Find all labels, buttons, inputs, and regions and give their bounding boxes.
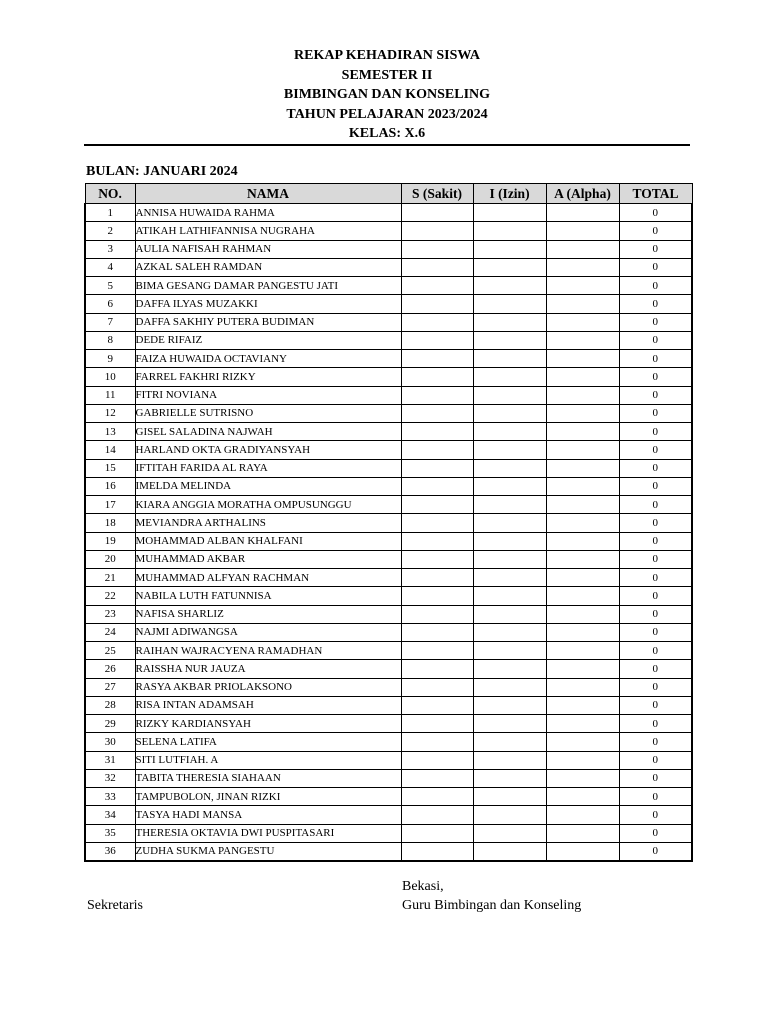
table-row xyxy=(85,733,692,751)
permission-count-cell xyxy=(473,532,546,550)
student-name-cell: FITRI NOVIANA xyxy=(135,386,401,404)
sick-count-cell xyxy=(401,733,473,751)
permission-count-cell xyxy=(473,806,546,824)
student-name-cell: SELENA LATIFA xyxy=(135,733,401,751)
absent-count-cell xyxy=(546,404,619,422)
permission-count-cell xyxy=(473,587,546,605)
permission-count-cell xyxy=(473,715,546,733)
signature-place: Bekasi, xyxy=(402,879,444,894)
total-count-cell: 0 xyxy=(619,313,692,331)
total-count-cell: 0 xyxy=(619,605,692,623)
total-count-cell: 0 xyxy=(619,514,692,532)
permission-count-cell xyxy=(473,842,546,860)
student-name-cell: ATIKAH LATHIFANNISA NUGRAHA xyxy=(135,222,401,240)
row-number-cell: 28 xyxy=(85,696,135,714)
sick-count-cell xyxy=(401,623,473,641)
student-name-cell: FARREL FAKHRI RIZKY xyxy=(135,368,401,386)
permission-count-cell xyxy=(473,258,546,276)
absent-count-cell xyxy=(546,258,619,276)
student-name-cell: IFTITAH FARIDA AL RAYA xyxy=(135,459,401,477)
table-row xyxy=(85,623,692,641)
permission-count-cell xyxy=(473,660,546,678)
table-row xyxy=(85,313,692,331)
absent-count-cell xyxy=(546,824,619,842)
student-name-cell: ANNISA HUWAIDA RAHMA xyxy=(135,204,401,222)
table-row xyxy=(85,423,692,441)
title-line: TAHUN PELAJARAN 2023/2024 xyxy=(286,106,488,122)
student-name-cell: RISA INTAN ADAMSAH xyxy=(135,696,401,714)
sick-count-cell xyxy=(401,824,473,842)
table-row xyxy=(85,386,692,404)
absent-count-cell xyxy=(546,368,619,386)
row-number-cell: 5 xyxy=(85,277,135,295)
absent-count-cell xyxy=(546,514,619,532)
permission-count-cell xyxy=(473,350,546,368)
permission-count-cell xyxy=(473,386,546,404)
table-row xyxy=(85,550,692,568)
row-number-cell: 34 xyxy=(85,806,135,824)
permission-count-cell xyxy=(473,404,546,422)
student-name-cell: MEVIANDRA ARTHALINS xyxy=(135,514,401,532)
student-name-cell: KIARA ANGGIA MORATHA OMPUSUNGGU xyxy=(135,496,401,514)
permission-count-cell xyxy=(473,550,546,568)
total-count-cell: 0 xyxy=(619,824,692,842)
sick-count-cell xyxy=(401,642,473,660)
row-number-cell: 23 xyxy=(85,605,135,623)
table-row xyxy=(85,806,692,824)
sick-count-cell xyxy=(401,404,473,422)
header-divider xyxy=(84,144,690,146)
student-name-cell: DAFFA SAKHIY PUTERA BUDIMAN xyxy=(135,313,401,331)
student-name-cell: ZUDHA SUKMA PANGESTU xyxy=(135,842,401,860)
table-row xyxy=(85,696,692,714)
permission-count-cell xyxy=(473,459,546,477)
table-row xyxy=(85,605,692,623)
absent-count-cell xyxy=(546,788,619,806)
table-row xyxy=(85,642,692,660)
absent-count-cell xyxy=(546,331,619,349)
permission-count-cell xyxy=(473,623,546,641)
table-row xyxy=(85,404,692,422)
sick-count-cell xyxy=(401,368,473,386)
row-number-cell: 25 xyxy=(85,642,135,660)
absent-count-cell xyxy=(546,496,619,514)
sick-count-cell xyxy=(401,496,473,514)
table-row xyxy=(85,751,692,769)
signature-secretary-title: Sekretaris xyxy=(87,898,143,913)
absent-count-cell xyxy=(546,204,619,222)
table-header-row xyxy=(85,184,692,204)
table-row xyxy=(85,368,692,386)
sick-count-cell xyxy=(401,423,473,441)
student-name-cell: RAISSHA NUR JAUZA xyxy=(135,660,401,678)
total-count-cell: 0 xyxy=(619,660,692,678)
sick-count-cell xyxy=(401,532,473,550)
sick-count-cell xyxy=(401,477,473,495)
document-title-block xyxy=(0,46,768,144)
row-number-cell: 6 xyxy=(85,295,135,313)
total-count-cell: 0 xyxy=(619,769,692,787)
absent-count-cell xyxy=(546,660,619,678)
table-row xyxy=(85,569,692,587)
absent-count-cell xyxy=(546,642,619,660)
column-header-total: TOTAL xyxy=(619,184,692,204)
table-row xyxy=(85,295,692,313)
sick-count-cell xyxy=(401,660,473,678)
sick-count-cell xyxy=(401,569,473,587)
table-row xyxy=(85,715,692,733)
total-count-cell: 0 xyxy=(619,623,692,641)
absent-count-cell xyxy=(546,222,619,240)
permission-count-cell xyxy=(473,295,546,313)
table-row xyxy=(85,514,692,532)
row-number-cell: 18 xyxy=(85,514,135,532)
table-row xyxy=(85,477,692,495)
sick-count-cell xyxy=(401,313,473,331)
row-number-cell: 2 xyxy=(85,222,135,240)
title-line: REKAP KEHADIRAN SISWA xyxy=(294,48,480,63)
permission-count-cell xyxy=(473,441,546,459)
total-count-cell: 0 xyxy=(619,788,692,806)
sick-count-cell xyxy=(401,605,473,623)
absent-count-cell xyxy=(546,277,619,295)
title-line: SEMESTER II xyxy=(341,67,433,83)
permission-count-cell xyxy=(473,277,546,295)
permission-count-cell xyxy=(473,751,546,769)
table-row xyxy=(85,678,692,696)
signature-counselor-title: Guru Bimbingan dan Konseling xyxy=(402,898,582,913)
permission-count-cell xyxy=(473,678,546,696)
student-name-cell: DAFFA ILYAS MUZAKKI xyxy=(135,295,401,313)
student-name-cell: RAIHAN WAJRACYENA RAMADHAN xyxy=(135,642,401,660)
column-header-name: NAMA xyxy=(135,184,401,204)
row-number-cell: 16 xyxy=(85,477,135,495)
table-row xyxy=(85,824,692,842)
absent-count-cell xyxy=(546,423,619,441)
sick-count-cell xyxy=(401,295,473,313)
total-count-cell: 0 xyxy=(619,642,692,660)
sick-count-cell xyxy=(401,331,473,349)
student-name-cell: TASYA HADI MANSA xyxy=(135,806,401,824)
absent-count-cell xyxy=(546,605,619,623)
absent-count-cell xyxy=(546,769,619,787)
row-number-cell: 7 xyxy=(85,313,135,331)
student-name-cell: GABRIELLE SUTRISNO xyxy=(135,404,401,422)
total-count-cell: 0 xyxy=(619,587,692,605)
row-number-cell: 32 xyxy=(85,769,135,787)
row-number-cell: 35 xyxy=(85,824,135,842)
row-number-cell: 15 xyxy=(85,459,135,477)
table-row xyxy=(85,532,692,550)
total-count-cell: 0 xyxy=(619,423,692,441)
sick-count-cell xyxy=(401,386,473,404)
absent-count-cell xyxy=(546,532,619,550)
table-row xyxy=(85,788,692,806)
total-count-cell: 0 xyxy=(619,477,692,495)
total-count-cell: 0 xyxy=(619,386,692,404)
permission-count-cell xyxy=(473,605,546,623)
row-number-cell: 22 xyxy=(85,587,135,605)
table-row xyxy=(85,277,692,295)
total-count-cell: 0 xyxy=(619,532,692,550)
table-row xyxy=(85,459,692,477)
total-count-cell: 0 xyxy=(619,404,692,422)
permission-count-cell xyxy=(473,222,546,240)
absent-count-cell xyxy=(546,550,619,568)
absent-count-cell xyxy=(546,313,619,331)
column-header-absent: A (Alpha) xyxy=(546,184,619,204)
absent-count-cell xyxy=(546,587,619,605)
sick-count-cell xyxy=(401,258,473,276)
absent-count-cell xyxy=(546,386,619,404)
student-name-cell: MUHAMMAD ALFYAN RACHMAN xyxy=(135,569,401,587)
row-number-cell: 3 xyxy=(85,240,135,258)
permission-count-cell xyxy=(473,824,546,842)
sick-count-cell xyxy=(401,806,473,824)
permission-count-cell xyxy=(473,642,546,660)
student-name-cell: AZKAL SALEH RAMDAN xyxy=(135,258,401,276)
absent-count-cell xyxy=(546,569,619,587)
column-header-sick: S (Sakit) xyxy=(401,184,473,204)
table-row xyxy=(85,441,692,459)
table-row xyxy=(85,258,692,276)
student-name-cell: RASYA AKBAR PRIOLAKSONO xyxy=(135,678,401,696)
column-header-permission: I (Izin) xyxy=(473,184,546,204)
student-name-cell: FAIZA HUWAIDA OCTAVIANY xyxy=(135,350,401,368)
absent-count-cell xyxy=(546,441,619,459)
permission-count-cell xyxy=(473,569,546,587)
attendance-table-body xyxy=(85,204,692,861)
absent-count-cell xyxy=(546,623,619,641)
permission-count-cell xyxy=(473,204,546,222)
total-count-cell: 0 xyxy=(619,842,692,860)
total-count-cell: 0 xyxy=(619,678,692,696)
total-count-cell: 0 xyxy=(619,441,692,459)
row-number-cell: 14 xyxy=(85,441,135,459)
table-row xyxy=(85,496,692,514)
student-name-cell: SITI LUTFIAH. A xyxy=(135,751,401,769)
total-count-cell: 0 xyxy=(619,204,692,222)
permission-count-cell xyxy=(473,733,546,751)
sick-count-cell xyxy=(401,459,473,477)
sick-count-cell xyxy=(401,240,473,258)
row-number-cell: 30 xyxy=(85,733,135,751)
total-count-cell: 0 xyxy=(619,696,692,714)
absent-count-cell xyxy=(546,240,619,258)
table-row xyxy=(85,587,692,605)
student-name-cell: DEDE RIFAIZ xyxy=(135,331,401,349)
row-number-cell: 20 xyxy=(85,550,135,568)
row-number-cell: 9 xyxy=(85,350,135,368)
sick-count-cell xyxy=(401,277,473,295)
student-name-cell: RIZKY KARDIANSYAH xyxy=(135,715,401,733)
column-header-no: NO. xyxy=(85,184,135,204)
row-number-cell: 4 xyxy=(85,258,135,276)
sick-count-cell xyxy=(401,842,473,860)
sick-count-cell xyxy=(401,788,473,806)
table-row xyxy=(85,222,692,240)
total-count-cell: 0 xyxy=(619,295,692,313)
month-label: BULAN: JANUARI 2024 xyxy=(86,164,238,179)
row-number-cell: 27 xyxy=(85,678,135,696)
total-count-cell: 0 xyxy=(619,240,692,258)
row-number-cell: 29 xyxy=(85,715,135,733)
absent-count-cell xyxy=(546,696,619,714)
row-number-cell: 31 xyxy=(85,751,135,769)
total-count-cell: 0 xyxy=(619,733,692,751)
attendance-table xyxy=(84,183,693,862)
student-name-cell: TABITA THERESIA SIAHAAN xyxy=(135,769,401,787)
absent-count-cell xyxy=(546,678,619,696)
student-name-cell: NAFISA SHARLIZ xyxy=(135,605,401,623)
total-count-cell: 0 xyxy=(619,331,692,349)
row-number-cell: 17 xyxy=(85,496,135,514)
table-row xyxy=(85,350,692,368)
permission-count-cell xyxy=(473,477,546,495)
total-count-cell: 0 xyxy=(619,277,692,295)
total-count-cell: 0 xyxy=(619,806,692,824)
sick-count-cell xyxy=(401,751,473,769)
row-number-cell: 36 xyxy=(85,842,135,860)
student-name-cell: TAMPUBOLON, JINAN RIZKI xyxy=(135,788,401,806)
sick-count-cell xyxy=(401,514,473,532)
absent-count-cell xyxy=(546,806,619,824)
row-number-cell: 8 xyxy=(85,331,135,349)
absent-count-cell xyxy=(546,477,619,495)
permission-count-cell xyxy=(473,788,546,806)
title-line: BIMBINGAN DAN KONSELING xyxy=(283,87,491,103)
sick-count-cell xyxy=(401,222,473,240)
total-count-cell: 0 xyxy=(619,496,692,514)
sick-count-cell xyxy=(401,715,473,733)
permission-count-cell xyxy=(473,313,546,331)
total-count-cell: 0 xyxy=(619,751,692,769)
permission-count-cell xyxy=(473,514,546,532)
row-number-cell: 26 xyxy=(85,660,135,678)
row-number-cell: 21 xyxy=(85,569,135,587)
permission-count-cell xyxy=(473,696,546,714)
sick-count-cell xyxy=(401,550,473,568)
title-line: KELAS: X.6 xyxy=(348,126,426,142)
sick-count-cell xyxy=(401,204,473,222)
table-row xyxy=(85,331,692,349)
row-number-cell: 1 xyxy=(85,204,135,222)
permission-count-cell xyxy=(473,423,546,441)
student-name-cell: IMELDA MELINDA xyxy=(135,477,401,495)
absent-count-cell xyxy=(546,459,619,477)
absent-count-cell xyxy=(546,842,619,860)
permission-count-cell xyxy=(473,368,546,386)
table-row xyxy=(85,660,692,678)
student-name-cell: BIMA GESANG DAMAR PANGESTU JATI xyxy=(135,277,401,295)
student-name-cell: THERESIA OKTAVIA DWI PUSPITASARI xyxy=(135,824,401,842)
total-count-cell: 0 xyxy=(619,550,692,568)
student-name-cell: NABILA LUTH FATUNNISA xyxy=(135,587,401,605)
total-count-cell: 0 xyxy=(619,368,692,386)
table-row xyxy=(85,240,692,258)
student-name-cell: GISEL SALADINA NAJWAH xyxy=(135,423,401,441)
total-count-cell: 0 xyxy=(619,459,692,477)
row-number-cell: 33 xyxy=(85,788,135,806)
sick-count-cell xyxy=(401,678,473,696)
student-name-cell: MOHAMMAD ALBAN KHALFANI xyxy=(135,532,401,550)
sick-count-cell xyxy=(401,769,473,787)
student-name-cell: NAJMI ADIWANGSA xyxy=(135,623,401,641)
sick-count-cell xyxy=(401,696,473,714)
total-count-cell: 0 xyxy=(619,222,692,240)
sick-count-cell xyxy=(401,350,473,368)
absent-count-cell xyxy=(546,295,619,313)
row-number-cell: 13 xyxy=(85,423,135,441)
row-number-cell: 12 xyxy=(85,404,135,422)
row-number-cell: 11 xyxy=(85,386,135,404)
permission-count-cell xyxy=(473,496,546,514)
absent-count-cell xyxy=(546,715,619,733)
row-number-cell: 19 xyxy=(85,532,135,550)
student-name-cell: HARLAND OKTA GRADIYANSYAH xyxy=(135,441,401,459)
total-count-cell: 0 xyxy=(619,715,692,733)
row-number-cell: 24 xyxy=(85,623,135,641)
table-row xyxy=(85,204,692,222)
total-count-cell: 0 xyxy=(619,569,692,587)
total-count-cell: 0 xyxy=(619,258,692,276)
student-name-cell: MUHAMMAD AKBAR xyxy=(135,550,401,568)
permission-count-cell xyxy=(473,240,546,258)
permission-count-cell xyxy=(473,331,546,349)
total-count-cell: 0 xyxy=(619,350,692,368)
absent-count-cell xyxy=(546,733,619,751)
sick-count-cell xyxy=(401,587,473,605)
absent-count-cell xyxy=(546,350,619,368)
row-number-cell: 10 xyxy=(85,368,135,386)
sick-count-cell xyxy=(401,441,473,459)
permission-count-cell xyxy=(473,769,546,787)
table-row xyxy=(85,769,692,787)
student-name-cell: AULIA NAFISAH RAHMAN xyxy=(135,240,401,258)
table-row xyxy=(85,842,692,860)
absent-count-cell xyxy=(546,751,619,769)
